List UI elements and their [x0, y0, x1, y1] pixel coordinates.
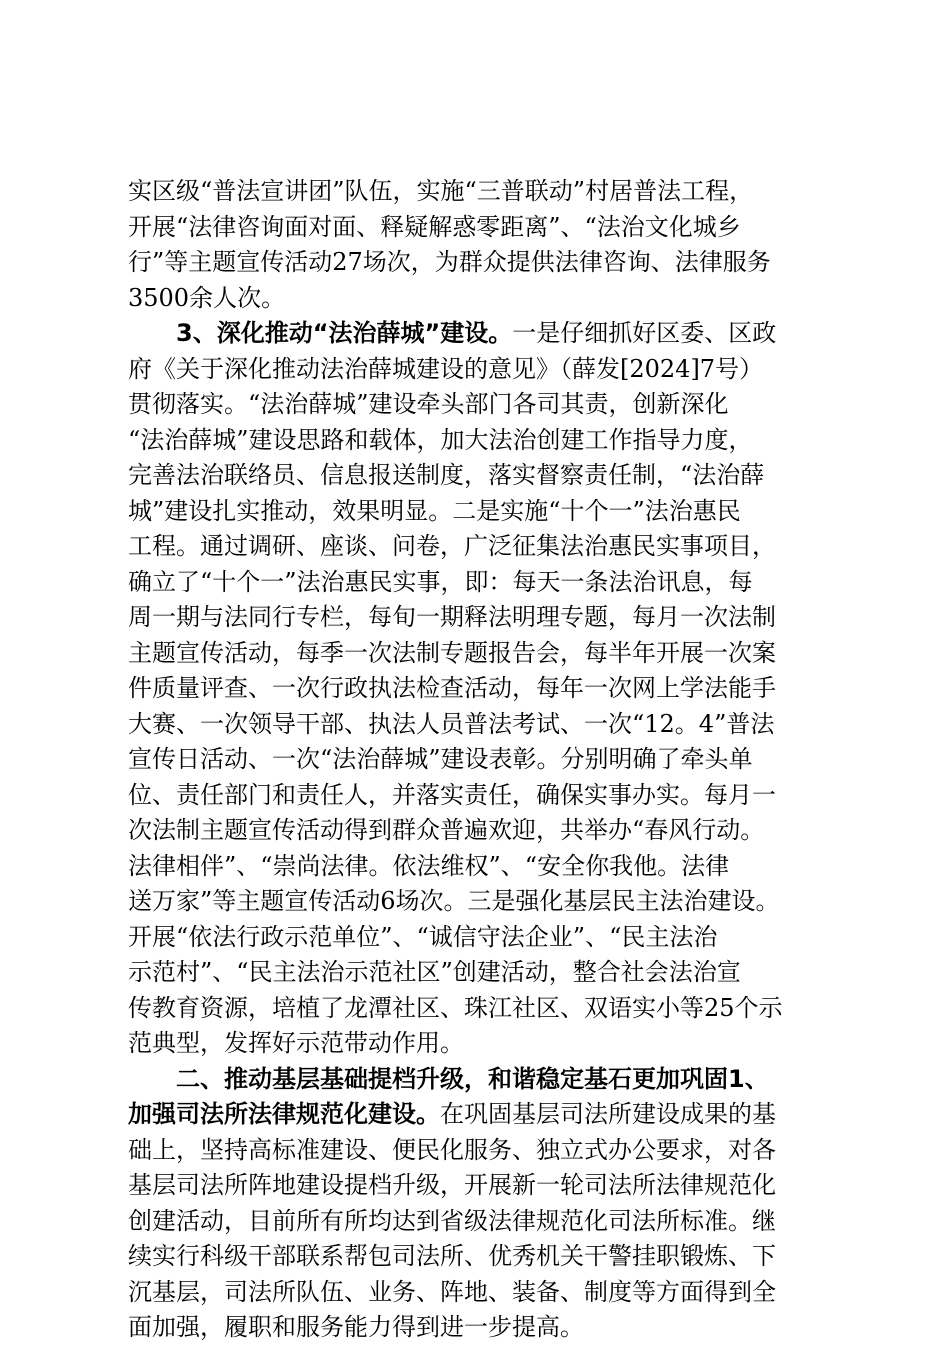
text-run: 一是仔细抓好区委、区政	[512, 319, 777, 347]
text-line: 贯彻落实。“法治薛城”建设牵头部门各司其责，创新深化	[128, 390, 729, 418]
text-line: 基层司法所阵地建设提档升级，开展新一轮司法所法律规范化	[128, 1171, 776, 1199]
text-line: 次法制主题宣传活动得到群众普遍欢迎，共举办“春风行动。	[128, 816, 765, 844]
text-line: 法律相伴”、“崇尚法律。依法维权”、“安全你我他。法律	[128, 851, 730, 880]
text-line: 础上，坚持高标准建设、便民化服务、独立式办公要求，对各	[128, 1135, 776, 1164]
text-line: 开展“法律咨询面对面、释疑解惑零距离”、“法治文化城乡	[128, 212, 741, 241]
text-line: 宣传日活动、一次“法治薛城”建设表彰。分别明确了牵头单	[128, 745, 753, 773]
paragraph-2	[128, 316, 838, 1062]
section-heading: 3、深化推动“法治薛城”建设。	[176, 319, 513, 347]
text-line: 实区级“普法宣讲团”队伍，实施“三普联动”村居普法工程，	[128, 177, 754, 205]
subsection-heading: 加强司法所法律规范化建设。	[128, 1100, 440, 1128]
text-line: 大赛、一次领导干部、执法人员普法考试、一次“12。4”普法	[128, 709, 775, 738]
text-line: 行”等主题宣传活动27场次，为群众提供法律咨询、法律服务	[128, 248, 771, 276]
text-line: 开展“依法行政示范单位”、“诚信守法企业”、“民主法治	[128, 922, 718, 951]
text-line: 创建活动，目前所有所均达到省级法律规范化司法所标准。继	[128, 1206, 776, 1235]
text-line: 主题宣传活动，每季一次法制专题报告会，每半年开展一次案	[128, 638, 776, 667]
text-line: 周一期与法同行专栏，每旬一期释法明理专题，每月一次法制	[128, 603, 776, 631]
paragraph-1	[128, 174, 838, 316]
text-line: 面加强，履职和服务能力得到进一步提高。	[128, 1313, 584, 1341]
text-line: 送万家”等主题宣传活动6场次。三是强化基层民主法治建设。	[128, 887, 780, 915]
section-heading: 二、推动基层基础提档升级，和谐稳定基石更加巩固1、	[176, 1064, 769, 1093]
text-line-first	[128, 1062, 838, 1098]
text-line: 位、责任部门和责任人，并落实责任，确保实事办实。每月一	[128, 780, 776, 809]
text-line: 续实行科级干部联系帮包司法所、优秀机关干警挂职锻炼、下	[128, 1242, 776, 1270]
text-line: 沉基层，司法所队伍、业务、阵地、装备、制度等方面得到全	[128, 1277, 776, 1306]
text-line: 传教育资源，培植了龙潭社区、珠江社区、双语实小等25个示	[128, 993, 783, 1022]
document-page	[128, 174, 838, 1346]
text-line: “法治薛城”建设思路和载体，加大法治创建工作指导力度，	[128, 425, 753, 454]
text-line-first	[128, 316, 838, 352]
text-line: 完善法治联络员、信息报送制度，落实督察责任制，“法治薛	[128, 461, 765, 489]
text-line: 范典型，发挥好示范带动作用。	[128, 1029, 464, 1057]
text-line: 3500余人次。	[128, 283, 286, 312]
text-line: 工程。通过调研、座谈、问卷，广泛征集法治惠民实事项目，	[128, 532, 776, 560]
text-line: 府《关于深化推动法治薛城建设的意见》（薛发[2024]7号）	[128, 354, 764, 383]
text-line: 确立了“十个一”法治惠民实事，即：每天一条法治讯息，每	[128, 567, 753, 596]
text-line: 件质量评查、一次行政执法检查活动，每年一次网上学法能手	[128, 674, 776, 702]
paragraph-3	[128, 1062, 838, 1346]
text-line: 示范村”、“民主法治示范社区”创建活动，整合社会法治宣	[128, 958, 741, 986]
text-run: 在巩固基层司法所建设成果的基	[440, 1100, 776, 1128]
text-line	[128, 1097, 838, 1133]
text-line: 城”建设扎实推动，效果明显。二是实施“十个一”法治惠民	[128, 496, 741, 525]
